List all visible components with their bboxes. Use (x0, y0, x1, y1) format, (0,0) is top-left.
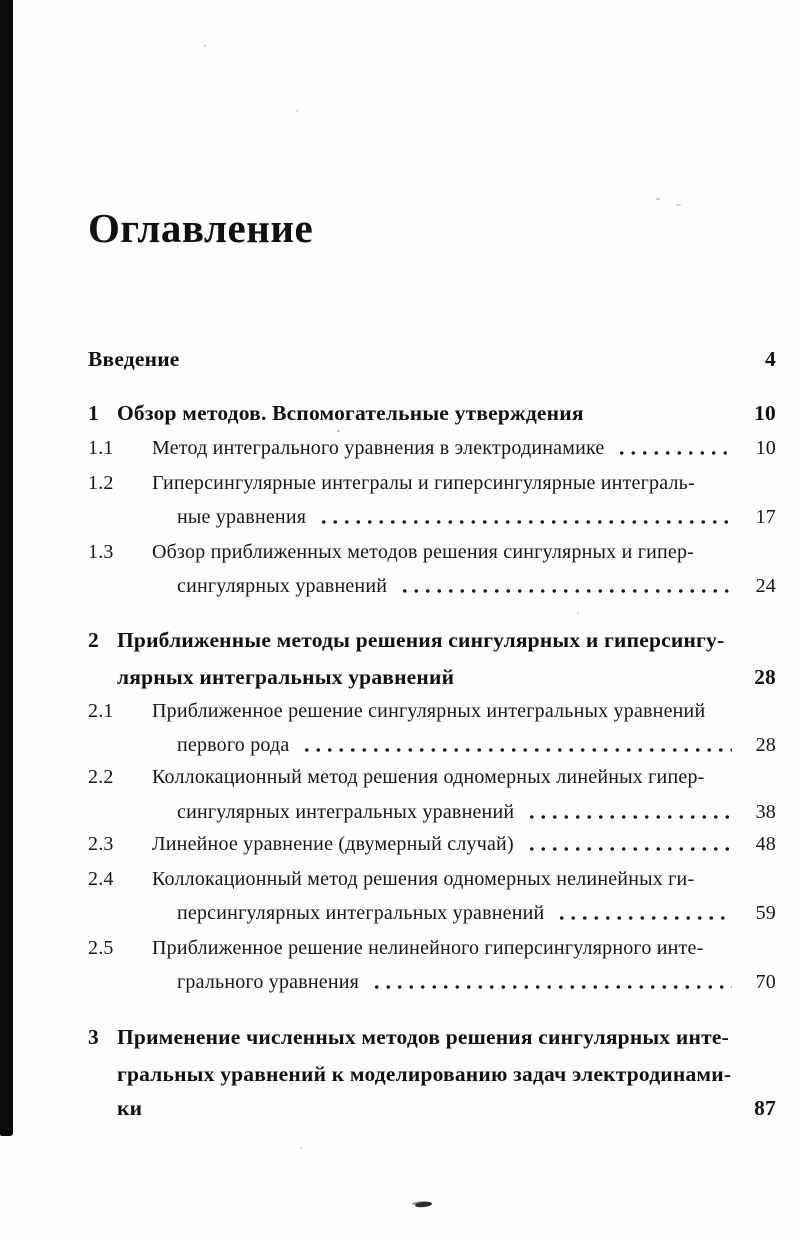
entry-title-text: Обзор методов. Вспомогательные утверждения (117, 401, 584, 425)
toc-line-2.2-2 (88, 799, 776, 825)
page-number: 4 (765, 347, 776, 371)
toc-line-2-2 (88, 664, 776, 690)
dot-leader (371, 985, 732, 989)
toc-line-2.3-1 (88, 831, 776, 857)
toc-line-3-1 (88, 1024, 776, 1050)
page-title: Оглавление (88, 205, 314, 251)
page-number: 70 (755, 971, 776, 993)
scan-edge-bar (0, 0, 13, 1136)
entry-title-text: Коллокационный метод решения одномерных линейных гипер- (152, 766, 705, 788)
entry-title-text: персингулярных интегральных уравнений (177, 902, 545, 924)
page-number: 10 (754, 401, 776, 425)
scan-speck (300, 1147, 302, 1149)
entry-title-text: Приближенные методы решения сингулярных и гиперсингу- (117, 628, 725, 652)
toc-line-2.4-1 (88, 866, 776, 892)
entry-title-text: Коллокационный метод решения одномерных нелинейных ги- (152, 868, 695, 890)
scan-speck (337, 430, 340, 432)
toc-line-1.2-2 (88, 504, 776, 530)
entry-title-text: первого рода (177, 734, 290, 756)
entry-title-text: Метод интегрального уравнения в электродинамике (152, 437, 605, 459)
entry-title-text: Приближенное решение нелинейного гиперсингулярного инте- (152, 937, 704, 959)
dot-leader (526, 815, 732, 819)
toc-line-3-2 (88, 1061, 776, 1087)
entry-title-text: Введение (88, 347, 180, 371)
entry-number: 1.2 (88, 472, 114, 494)
page-number: 10 (755, 437, 776, 459)
dot-leader (556, 916, 732, 920)
entry-title-text: сингулярных интегральных уравнений (177, 801, 515, 823)
entry-number: 2.4 (88, 868, 114, 890)
dot-leader (301, 748, 732, 752)
dot-leader (318, 520, 732, 524)
toc-line-2.5-1 (88, 935, 776, 961)
page-number: 24 (755, 575, 776, 597)
entry-title-text: ки (117, 1096, 143, 1120)
page-number: 28 (755, 734, 776, 756)
entry-title-text: Обзор приближенных методов решения сингулярных и гипер- (152, 541, 695, 563)
toc-line-2.2-1 (88, 764, 776, 790)
page-number: 59 (755, 902, 776, 924)
toc-line-1-1 (88, 400, 776, 426)
toc-line-2.5-2 (88, 969, 776, 995)
entry-number: 1 (88, 401, 99, 425)
toc-line-1.2-1 (88, 470, 776, 496)
scan-speck (656, 198, 660, 200)
entry-number: 1.3 (88, 541, 114, 563)
entry-title-text: грального уравнения (177, 971, 360, 993)
entry-title-text: Приближенное решение сингулярных интегральных уравнений (152, 700, 706, 722)
dot-leader (616, 451, 732, 455)
page-number: 38 (755, 801, 776, 823)
entry-title-text: ные уравнения (177, 506, 307, 528)
dot-leader (399, 589, 732, 593)
entry-number: 2.2 (88, 766, 114, 788)
toc-line-1.3-2 (88, 573, 776, 599)
entry-title-text: лярных интегральных уравнений (117, 665, 455, 689)
table-of-contents (88, 0, 776, 1241)
scan-speck (577, 612, 579, 614)
page-number: 17 (755, 506, 776, 528)
entry-number: 3 (88, 1025, 99, 1049)
scan-speck (204, 45, 206, 47)
entry-number: 2.5 (88, 937, 114, 959)
toc-line-1.3-1 (88, 539, 776, 565)
toc-line-2-1 (88, 627, 776, 653)
entry-title-text: гральных уравнений к моделированию задач электродинами- (117, 1062, 732, 1086)
page-number: 87 (754, 1096, 776, 1120)
entry-title-text: Линейное уравнение (двумерный случай) (152, 833, 514, 855)
toc-line-intro-1 (88, 346, 776, 372)
entry-title-text: Гиперсингулярные интегралы и гиперсингулярные интеграль- (152, 472, 695, 494)
toc-line-2.1-1 (88, 698, 776, 724)
scan-speck (676, 204, 681, 206)
entry-number: 1.1 (88, 437, 114, 459)
toc-line-3-3 (88, 1095, 776, 1121)
entry-number: 2.3 (88, 833, 114, 855)
entry-title-text: Применение численных методов решения сингулярных инте- (117, 1025, 729, 1049)
toc-line-1.1-1 (88, 435, 776, 461)
scan-speck (296, 110, 298, 112)
entry-title-text: сингулярных уравнений (177, 575, 388, 597)
page-number: 48 (755, 833, 776, 855)
toc-line-2.1-2 (88, 732, 776, 758)
dot-leader (526, 847, 732, 851)
page-number: 28 (754, 665, 776, 689)
toc-line-2.4-2 (88, 900, 776, 926)
entry-number: 2 (88, 628, 99, 652)
entry-number: 2.1 (88, 700, 114, 722)
